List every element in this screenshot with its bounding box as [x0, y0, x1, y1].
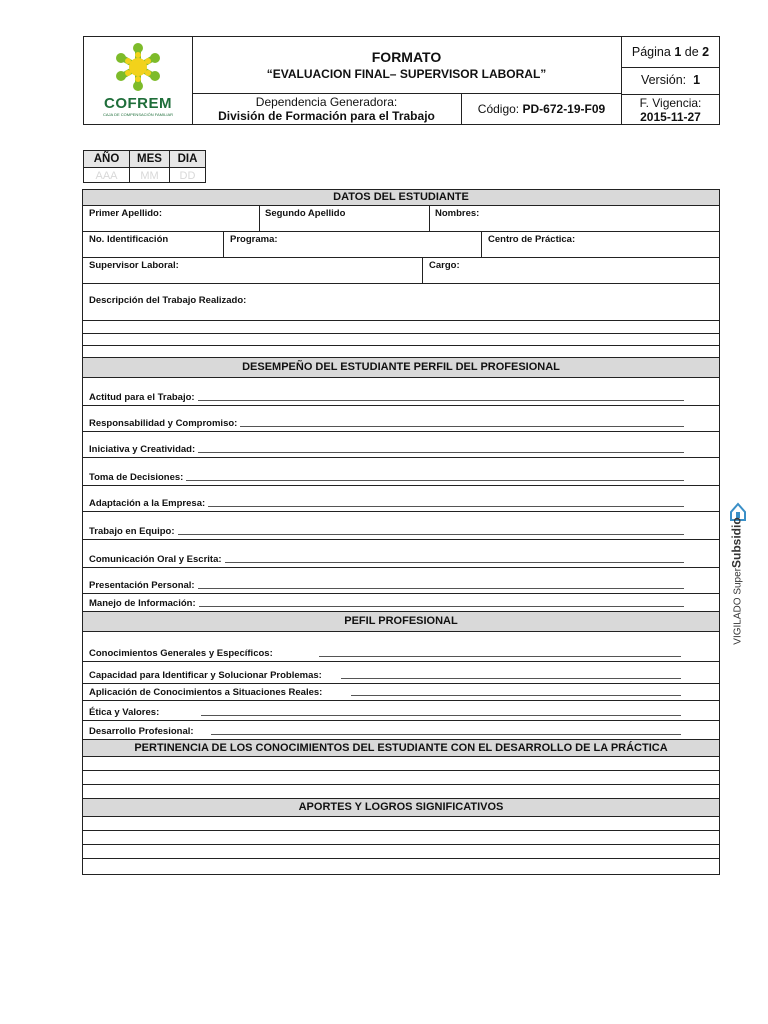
answer-line[interactable] — [198, 400, 684, 401]
centro-practica-field[interactable]: Centro de Práctica: — [488, 234, 576, 245]
month-header: MES — [130, 151, 169, 168]
page-label: Página — [631, 45, 671, 59]
page-number — [622, 37, 719, 68]
section-datos: DATOS DEL ESTUDIANTE — [83, 190, 719, 206]
document-subtitle: “EVALUACION FINAL– SUPERVISOR LABORAL” — [266, 67, 547, 81]
day-placeholder[interactable]: DD — [179, 170, 196, 182]
cofrem-logo — [84, 37, 193, 124]
descripcion-line-2[interactable] — [83, 334, 719, 346]
answer-line[interactable] — [240, 426, 684, 427]
answer-line[interactable] — [199, 606, 684, 607]
answer-line[interactable] — [341, 678, 681, 679]
page-current: 1 — [674, 45, 682, 59]
desempeno-label: Trabajo en Equipo: — [89, 526, 175, 537]
evaluation-form — [82, 189, 720, 875]
badge-super: Super — [732, 567, 744, 595]
logo-subtext: CAJA DE COMPENSACIÓN FAMILIAR — [102, 112, 173, 117]
perfil-item — [83, 632, 719, 662]
version-label: Versión: — [640, 73, 687, 87]
answer-line[interactable] — [319, 656, 681, 657]
date-box — [83, 150, 206, 183]
dependencia-label: Dependencia Generadora: — [255, 95, 398, 109]
desempeno-label: Manejo de Información: — [89, 598, 196, 609]
pertinencia-line-1[interactable] — [83, 757, 719, 771]
segundo-apellido-field[interactable]: Segundo Apellido — [265, 208, 346, 219]
vigilado-badge — [728, 500, 748, 645]
date-day — [170, 151, 205, 182]
date-year — [84, 151, 130, 182]
supervisor-field[interactable]: Supervisor Laboral: — [89, 260, 179, 271]
perfil-label: Desarrollo Profesional: — [89, 726, 194, 737]
section-aportes: APORTES Y LOGROS SIGNIFICATIVOS — [83, 799, 719, 817]
badge-vigilado: VIGILADO — [732, 597, 744, 645]
answer-line[interactable] — [186, 480, 684, 481]
desempeno-label: Presentación Personal: — [89, 580, 195, 591]
perfil-item — [83, 701, 719, 721]
desempeno-label: Comunicación Oral y Escrita: — [89, 554, 222, 565]
descripcion-line-3[interactable] — [83, 346, 719, 358]
badge-text — [730, 509, 748, 654]
answer-line[interactable] — [211, 734, 681, 735]
answer-line[interactable] — [225, 562, 684, 563]
pertinencia-line-3[interactable] — [83, 785, 719, 799]
desempeno-item — [83, 540, 719, 568]
answer-line[interactable] — [208, 506, 684, 507]
pertinencia-line-2[interactable] — [83, 771, 719, 785]
desempeno-item — [83, 378, 719, 406]
year-placeholder[interactable]: AAA — [95, 170, 118, 182]
nombres-field[interactable]: Nombres: — [435, 208, 480, 219]
codigo-cell — [462, 94, 622, 124]
desempeno-item — [83, 486, 719, 512]
perfil-label: Ética y Valores: — [89, 707, 160, 718]
identificacion-field[interactable]: No. Identificación — [89, 234, 169, 245]
version-value: 1 — [693, 73, 701, 87]
badge-subsidio: Subsidio — [729, 517, 744, 568]
answer-line[interactable] — [201, 715, 681, 716]
desempeno-item — [83, 432, 719, 458]
title-cell — [192, 37, 622, 94]
aportes-line-4[interactable] — [83, 859, 719, 874]
descripcion-line-1[interactable] — [83, 321, 719, 334]
logo-text: COFREM — [104, 95, 172, 112]
answer-line[interactable] — [198, 452, 684, 453]
row-id — [83, 232, 719, 258]
desempeno-label: Toma de Decisiones: — [89, 472, 184, 483]
perfil-item — [83, 721, 719, 740]
day-header: DIA — [170, 151, 205, 168]
desempeno-label: Iniciativa y Creatividad: — [89, 444, 196, 455]
aportes-line-2[interactable] — [83, 831, 719, 845]
date-month — [130, 151, 170, 182]
codigo-label: Código: — [477, 102, 520, 116]
answer-line[interactable] — [351, 695, 681, 696]
answer-line[interactable] — [178, 534, 684, 535]
perfil-label: Conocimientos Generales y Específicos: — [89, 648, 273, 659]
vigencia-label: F. Vigencia: — [639, 96, 702, 110]
desempeno-item — [83, 512, 719, 540]
answer-line[interactable] — [198, 588, 684, 589]
desempeno-label: Adaptación a la Empresa: — [89, 498, 206, 509]
perfil-label: Aplicación de Conocimientos a Situaciones Reales: — [89, 687, 323, 698]
desempeno-item — [83, 458, 719, 486]
primer-apellido-field[interactable]: Primer Apellido: — [89, 208, 163, 219]
document-title: FORMATO — [371, 49, 442, 65]
section-desempeno: DESEMPEÑO DEL ESTUDIANTE PERFIL DEL PROFESIONAL — [83, 358, 719, 378]
desempeno-item — [83, 594, 719, 612]
desempeno-label: Responsabilidad y Compromiso: — [89, 418, 238, 429]
document-header — [83, 36, 720, 125]
cargo-field[interactable]: Cargo: — [429, 260, 460, 271]
row-descripcion — [83, 284, 719, 321]
descripcion-field[interactable]: Descripción del Trabajo Realizado: — [89, 295, 247, 306]
row-names — [83, 206, 719, 232]
month-placeholder[interactable]: MM — [140, 170, 159, 182]
dependencia-value: División de Formación para el Trabajo — [218, 109, 435, 123]
section-perfil: PEFIL PROFESIONAL — [83, 612, 719, 632]
page-total: 2 — [702, 45, 710, 59]
perfil-label: Capacidad para Identificar y Solucionar Problemas: — [89, 670, 322, 681]
version — [622, 67, 719, 94]
vigencia-cell — [622, 94, 719, 124]
desempeno-label: Actitud para el Trabajo: — [89, 392, 195, 403]
dependencia-cell — [192, 94, 462, 124]
aportes-line-3[interactable] — [83, 845, 719, 859]
programa-field[interactable]: Programa: — [230, 234, 278, 245]
codigo-value: PD-672-19-F09 — [522, 102, 606, 116]
vigencia-value: 2015-11-27 — [640, 110, 701, 124]
aportes-line-1[interactable] — [83, 817, 719, 831]
perfil-item — [83, 662, 719, 684]
desempeno-item — [83, 406, 719, 432]
year-header: AÑO — [84, 151, 129, 168]
perfil-item — [83, 684, 719, 701]
desempeno-item — [83, 568, 719, 594]
page-of: de — [684, 45, 699, 59]
row-supervisor — [83, 258, 719, 284]
section-pertinencia: PERTINENCIA DE LOS CONOCIMIENTOS DEL ESTUDIANTE CON EL DESARROLLO DE LA PRÁCTICA — [83, 740, 719, 757]
